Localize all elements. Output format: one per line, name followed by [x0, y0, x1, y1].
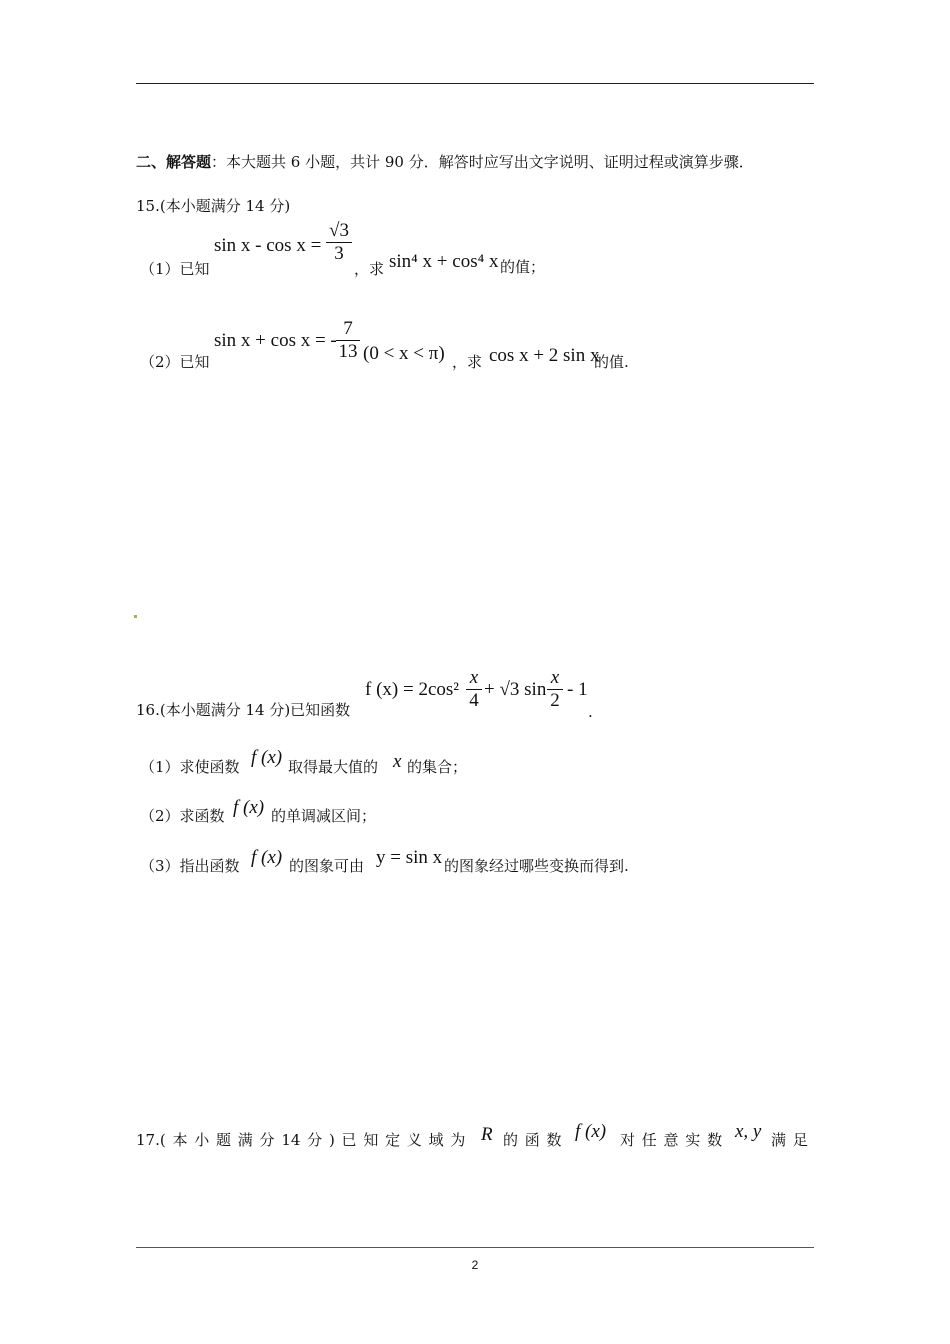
q17-title: 17.( 本 小 题 满 分 14 分 ) 已 知 定 义 域 为 — [136, 1131, 466, 1149]
q17-fx: f (x) — [575, 1121, 607, 1142]
q15-p2-fraction — [336, 318, 360, 363]
q16-fraction-2 — [547, 667, 563, 712]
q15-p1-expr: sin⁴ x + cos⁴ x — [389, 251, 499, 272]
footer-rule — [136, 1247, 814, 1248]
q16-p3-y: y = sin x — [376, 847, 443, 868]
q16-p3-fx: f (x) — [251, 847, 283, 868]
q15-p2-condition: (0 < x < π) — [363, 343, 445, 364]
q17-end: 满 足 — [771, 1131, 808, 1149]
q15-p2-suffix: 的值. — [594, 353, 629, 371]
q16-frac2-numerator: x — [550, 667, 560, 688]
section-header — [136, 152, 754, 172]
q15-p1-lhs: sin x - cos x = — [214, 235, 322, 256]
q16-title: 16.(本小题满分 14 分)已知函数 — [136, 701, 351, 719]
q15-p2-expr: cos x + 2 sin x — [489, 345, 600, 366]
q16-p3-suffix: 的图象经过哪些变换而得到. — [444, 857, 629, 875]
q17-mid: 的 函 数 — [503, 1131, 562, 1149]
q17-xy: x, y — [735, 1121, 762, 1142]
q16-p2-fx: f (x) — [233, 797, 265, 818]
q16-fraction-1 — [466, 667, 482, 712]
q16-frac2-denominator: 2 — [550, 690, 560, 711]
q17-R: R — [481, 1124, 493, 1145]
header-rule — [136, 83, 814, 84]
q16-p1-mid: 取得最大值的 — [288, 758, 379, 776]
q16-p1-x: x — [393, 751, 402, 772]
q15-title: 15.(本小题满分 14 分) — [136, 197, 291, 215]
page-number: 2 — [471, 1258, 479, 1272]
q16-p3-mid: 的图象可由 — [289, 857, 365, 875]
q15-p2-lhs: sin x + cos x = - — [214, 330, 337, 351]
q16-func-lhs: f (x) = 2cos² — [365, 679, 459, 700]
q16-func-mid: + √3 sin — [484, 679, 547, 700]
q16-func-end: - 1 — [567, 679, 588, 700]
q16-title-end: . — [588, 703, 593, 721]
q16-p1-suffix: 的集合； — [407, 758, 468, 776]
q15-p1-numerator: √3 — [329, 220, 349, 241]
q16-p2-prefix: （2）求函数 — [140, 807, 225, 825]
q15-p2-mid: ，求 — [452, 353, 483, 371]
q15-p1-denominator: 3 — [334, 243, 344, 264]
q15-p1-mid: ，求 — [354, 260, 385, 278]
stray-mark — [134, 615, 137, 618]
q16-p2-suffix: 的单调减区间； — [271, 807, 377, 825]
q16-p1-fx: f (x) — [251, 747, 283, 768]
q15-p2-numerator: 7 — [343, 318, 353, 339]
q16-frac1-numerator: x — [469, 667, 479, 688]
q16-frac1-denominator: 4 — [469, 690, 479, 711]
q15-p1-fraction — [326, 220, 352, 265]
q16-p1-prefix: （1）求使函数 — [140, 758, 240, 776]
q15-p2-prefix: （2）已知 — [140, 353, 210, 371]
q15-p1-prefix: （1）已知 — [140, 260, 210, 278]
q15-p2-denominator: 13 — [338, 341, 358, 362]
q17-mid2: 对 任 意 实 数 — [620, 1131, 723, 1149]
section-heading: 二、解答题 — [136, 153, 212, 171]
q16-p3-prefix: （3）指出函数 — [140, 857, 240, 875]
q15-p1-suffix: 的值； — [500, 258, 546, 276]
section-intro: ：本大题共 6 小题，共计 90 分．解答时应写出文字说明、证明过程或演算步骤． — [211, 153, 754, 171]
